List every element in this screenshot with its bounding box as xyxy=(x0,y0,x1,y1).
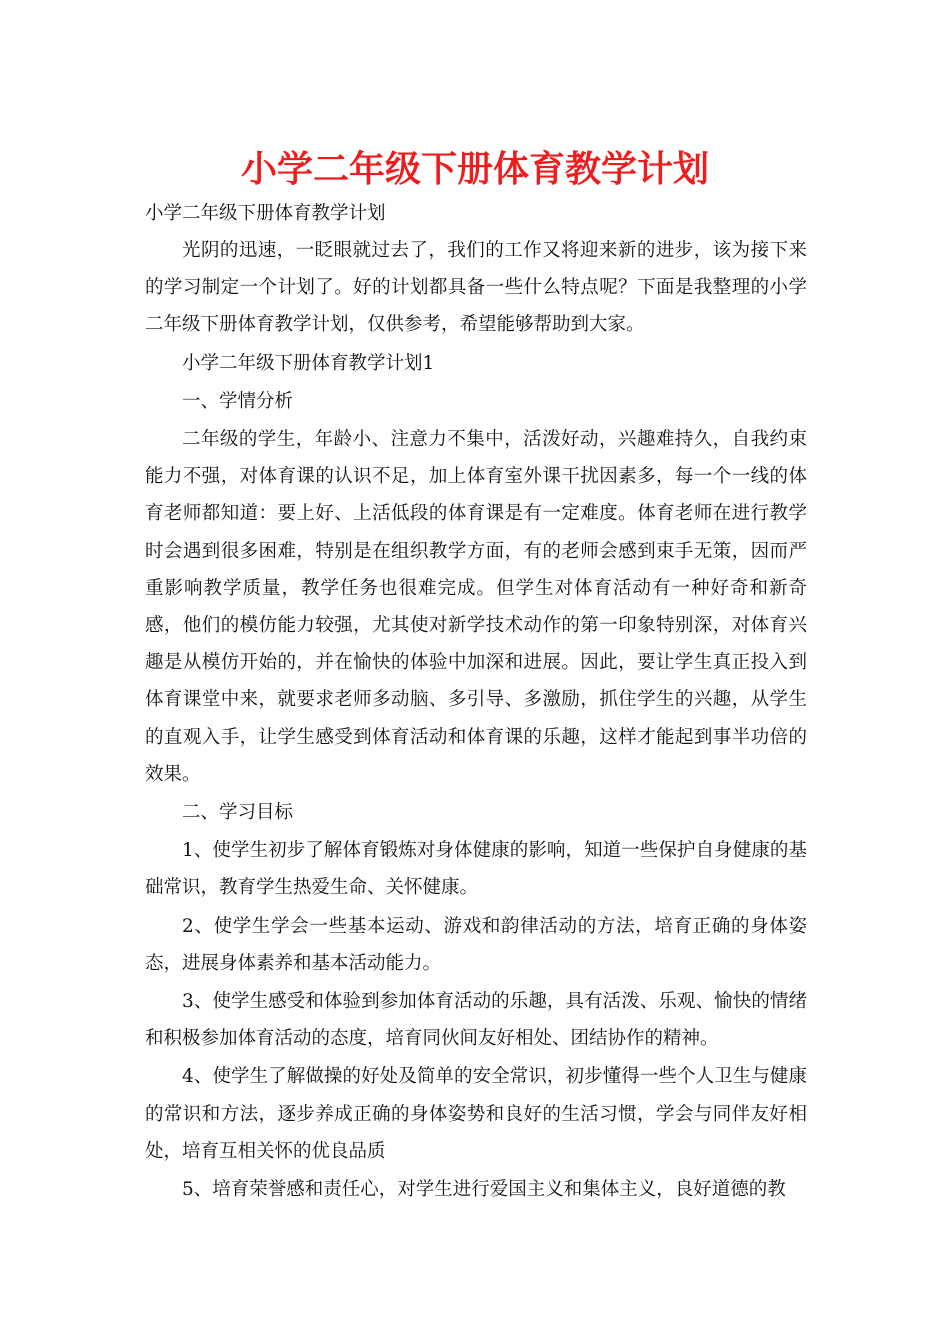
heading-learning-goals: 二、学习目标 xyxy=(182,802,294,824)
goal-item: 1、使学生初步了解体育锻炼对身体健康的影响，知道一些保护自身健康的基础常识，教育学生热爱生命、关怀健康。 xyxy=(145,840,807,899)
analysis-paragraph: 二年级的学生，年龄小、注意力不集中，活泼好动，兴趣难持久，自我约束能力不强，对体育课的认识不足，加上体育室外课干扰因素多，每一个一线的体育老师都知道：要上好、上活低段的体育课是有一定难度。体育老师在进行教学时会遇到很多困难，特别是在组织教学方面，有的老师会感到束手无策，因而严重影响教学质量，教学任务也很难完成。但学生对体育活动有一种好奇和新奇感，他们的模仿能力较强，尤其使对新学技术动作的第一印象特别深，对体育兴趣是从模仿开始的，并在愉快的体验中加深和进展。因此，要让学生真正投入到体育课堂中来，就要求老师多动脑、多引导、多激励，抓住学生的兴趣，从学生的直观入手，让学生感受到体育活动和体育课的乐趣，这样才能起到事半功倍的效果。 xyxy=(145,429,807,785)
document-subtitle: 小学二年级下册体育教学计划 xyxy=(145,203,386,224)
goal-item: 3、使学生感受和体验到参加体育活动的乐趣，具有活泼、乐观、愉快的情绪和积极参加体育活动的态度，培育同伙间友好相处、团结协作的精神。 xyxy=(145,991,807,1050)
goal-item: 4、使学生了解做操的好处及简单的安全常识，初步懂得一些个人卫生与健康的常识和方法，逐步养成正确的身体姿势和良好的生活习惯，学会与同伴友好相处，培育互相关怀的优良品质 xyxy=(145,1066,807,1162)
document-title: 小学二年级下册体育教学计划 xyxy=(240,149,709,190)
heading-learning-analysis: 一、学情分析 xyxy=(182,390,294,412)
goal-item: 5、培育荣誉感和责任心，对学生进行爱国主义和集体主义，良好道德的教 xyxy=(182,1179,786,1201)
goal-item: 2、使学生学会一些基本运动、游戏和韵律活动的方法，培育正确的身体姿态，进展身体素养和基本活动能力。 xyxy=(145,915,807,974)
document-body xyxy=(145,196,807,1209)
section-title: 小学二年级下册体育教学计划1 xyxy=(182,352,435,374)
intro-paragraph: 光阴的迅速，一眨眼就过去了，我们的工作又将迎来新的进步，该为接下来的学习制定一个计划了。好的计划都具备一些什么特点呢？下面是我整理的小学二年级下册体育教学计划，仅供参考，希望能够帮助到大家。 xyxy=(145,240,807,336)
